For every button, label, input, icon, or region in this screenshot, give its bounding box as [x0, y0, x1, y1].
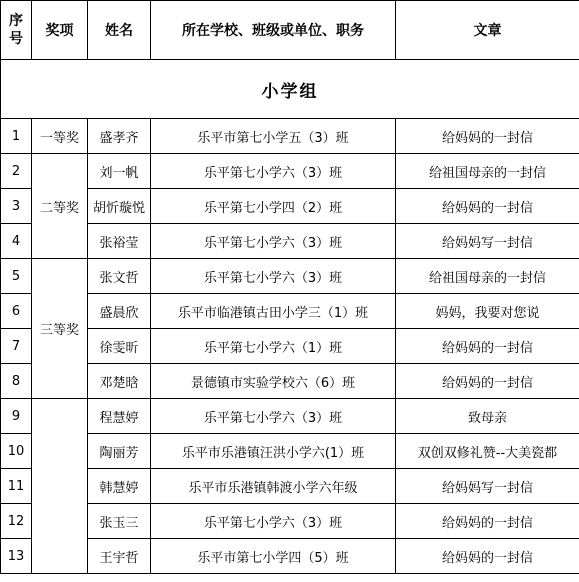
name-cell: 陶丽芳: [88, 434, 151, 469]
table-row: [1, 469, 579, 504]
header-article: 文章: [396, 1, 579, 60]
seq-cell: 2: [1, 154, 32, 189]
school-cell: 乐平市乐港镇韩渡小学六年级: [151, 469, 396, 504]
school-cell: 乐平第七小学四（2）班: [151, 189, 396, 224]
seq-cell: 10: [1, 434, 32, 469]
table-row: [1, 119, 579, 154]
school-cell: 乐平第七小学六（3）班: [151, 224, 396, 259]
article-cell: 双创双修礼赞--大美瓷都: [396, 434, 579, 469]
header-seq-line1: 序: [9, 13, 23, 29]
header-seq-line2: 号: [9, 31, 23, 47]
school-cell: 乐平市乐港镇汪洪小学六(1）班: [151, 434, 396, 469]
seq-cell: 13: [1, 539, 32, 574]
table-row: [1, 259, 579, 294]
seq-cell: 3: [1, 189, 32, 224]
school-cell: 乐平市临港镇古田小学三（1）班: [151, 294, 396, 329]
award-cell-first: 一等奖: [32, 119, 88, 154]
seq-cell: 8: [1, 364, 32, 399]
table-row: [1, 329, 579, 364]
header-name: 姓名: [88, 1, 151, 60]
name-cell: 程慧婷: [88, 399, 151, 434]
name-cell: 胡忻璇悦: [88, 189, 151, 224]
school-cell: 乐平第七小学六（3）班: [151, 504, 396, 539]
seq-cell: 7: [1, 329, 32, 364]
name-cell: 张文哲: [88, 259, 151, 294]
article-cell: 给妈妈的一封信: [396, 364, 579, 399]
name-cell: 韩慧婷: [88, 469, 151, 504]
school-cell: 乐平第七小学六（3）班: [151, 259, 396, 294]
article-cell: 给妈妈写一封信: [396, 224, 579, 259]
group-title: 小学组: [1, 60, 579, 119]
school-cell: 乐平第七小学六（3）班: [151, 154, 396, 189]
school-cell: 乐平第七小学六（3）班: [151, 399, 396, 434]
school-cell: 乐平市第七小学五（3）班: [151, 119, 396, 154]
seq-cell: 12: [1, 504, 32, 539]
article-cell: 给妈妈的一封信: [396, 504, 579, 539]
article-cell: 妈妈，我要对您说: [396, 294, 579, 329]
name-cell: 王宇哲: [88, 539, 151, 574]
table-row: [1, 189, 579, 224]
seq-cell: 4: [1, 224, 32, 259]
article-cell: 给妈妈的一封信: [396, 539, 579, 574]
award-cell-empty: [32, 399, 88, 574]
table-row: [1, 434, 579, 469]
school-cell: 乐平第七小学六（1）班: [151, 329, 396, 364]
header-seq: [1, 1, 32, 60]
name-cell: 徐雯昕: [88, 329, 151, 364]
seq-cell: 6: [1, 294, 32, 329]
article-cell: 给祖国母亲的一封信: [396, 259, 579, 294]
header-award: 奖项: [32, 1, 88, 60]
table-row: [1, 539, 579, 574]
article-cell: 给妈妈的一封信: [396, 119, 579, 154]
name-cell: 刘一帆: [88, 154, 151, 189]
article-cell: 致母亲: [396, 399, 579, 434]
name-cell: 盛孝齐: [88, 119, 151, 154]
name-cell: 邓楚晗: [88, 364, 151, 399]
table-row: [1, 154, 579, 189]
table-row: [1, 399, 579, 434]
award-cell-second: 二等奖: [32, 154, 88, 259]
name-cell: 张玉三: [88, 504, 151, 539]
seq-cell: 5: [1, 259, 32, 294]
name-cell: 张裕莹: [88, 224, 151, 259]
table-row: [1, 364, 579, 399]
header-school: 所在学校、班级或单位、职务: [151, 1, 396, 60]
table-row: [1, 294, 579, 329]
table-row: [1, 224, 579, 259]
group-row: [1, 60, 579, 119]
article-cell: 给妈妈的一封信: [396, 189, 579, 224]
seq-cell: 11: [1, 469, 32, 504]
article-cell: 给妈妈的一封信: [396, 329, 579, 364]
school-cell: 景德镇市实验学校六（6）班: [151, 364, 396, 399]
seq-cell: 1: [1, 119, 32, 154]
header-row: [1, 1, 579, 60]
article-cell: 给祖国母亲的一封信: [396, 154, 579, 189]
seq-cell: 9: [1, 399, 32, 434]
name-cell: 盛晨欣: [88, 294, 151, 329]
article-cell: 给妈妈写一封信: [396, 469, 579, 504]
school-cell: 乐平市第七小学四（5）班: [151, 539, 396, 574]
award-cell-third: 三等奖: [32, 259, 88, 399]
table-row: [1, 504, 579, 539]
